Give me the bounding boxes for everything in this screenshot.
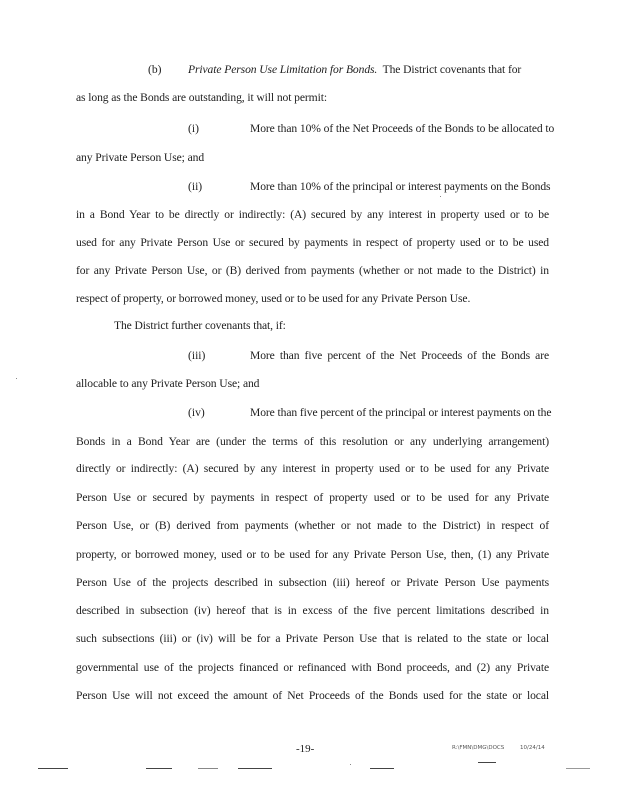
further-covenants-line: The District further covenants that, if: xyxy=(114,319,286,332)
scan-speck xyxy=(16,378,17,379)
scan-speck xyxy=(350,764,351,765)
item-iv-line-11: Person Use will not exceed the amount of Net Proceeds of the Bonds used for the state or local xyxy=(76,689,549,702)
scan-rule xyxy=(478,762,496,763)
item-iv-line-3: directly or indirectly: (A) secured by any interest in property used or to be used for any Private xyxy=(76,462,549,475)
item-iv-line-8: described in subsection (iv) hereof that is in excess of the five percent limitations described in xyxy=(76,604,549,617)
item-ii-line-1: More than 10% of the principal or interest payments on the Bonds xyxy=(250,180,551,193)
item-iv-number: (iv) xyxy=(188,406,205,419)
item-ii-line-4: for any Private Person Use, or (B) derived from payments (whether or not made to the District) in xyxy=(76,264,549,277)
item-i-line-1: More than 10% of the Net Proceeds of the Bonds to be allocated to xyxy=(250,122,555,135)
scan-speck xyxy=(440,196,441,197)
item-iv-line-9: such subsections (iii) or (iv) will be for a Private Person Use that is related to the state or local xyxy=(76,632,549,645)
paragraph-b-heading: Private Person Use Limitation for Bonds. xyxy=(188,63,378,76)
item-iii-number: (iii) xyxy=(188,349,206,362)
item-ii-line-2: in a Bond Year to be directly or indirectly: (A) secured by any interest in property used or to be xyxy=(76,208,549,221)
footer-document-id: 10/24/14 xyxy=(520,745,545,751)
item-ii-line-5: respect of property, or borrowed money, used or to be used for any Private Person Use. xyxy=(76,292,471,305)
item-iii-line-2: allocable to any Private Person Use; and xyxy=(76,377,260,390)
paragraph-b-number: (b) xyxy=(148,63,162,76)
footer-document-code: R:\FMN\DMG\DOCS xyxy=(452,745,505,751)
scan-rule xyxy=(146,768,172,769)
item-i-line-2: any Private Person Use; and xyxy=(76,151,205,164)
item-iii-line-1: More than five percent of the Net Proceeds of the Bonds are xyxy=(250,349,549,362)
scan-rule xyxy=(198,768,218,769)
scan-rule xyxy=(238,768,272,769)
item-iv-line-5: Person Use, or (B) derived from payments (whether or not made to the District) in respect of xyxy=(76,519,549,532)
scan-rule xyxy=(38,768,68,769)
item-iv-line-2: Bonds in a Bond Year are (under the terms of this resolution or any underlying arrangement) xyxy=(76,435,549,448)
item-iv-line-4: Person Use or secured by payments in respect of property used or to be used for any Private xyxy=(76,491,549,504)
item-iv-line-6: property, or borrowed money, used or to be used for any Private Person Use, then, (1) any Private xyxy=(76,548,549,561)
item-i-number: (i) xyxy=(188,122,199,135)
paragraph-b-line-1 xyxy=(188,62,549,78)
page-number: -19- xyxy=(296,743,315,755)
item-ii-number: (ii) xyxy=(188,180,203,193)
item-ii-line-3: used for any Private Person Use or secured by payments in respect of property used or to be used xyxy=(76,236,549,249)
scan-rule xyxy=(566,768,590,769)
paragraph-b-line-2: as long as the Bonds are outstanding, it will not permit: xyxy=(76,91,327,104)
item-iv-line-7: Person Use of the projects described in subsection (iii) hereof or Private Person Use payments xyxy=(76,576,549,589)
scan-rule xyxy=(370,768,394,769)
item-iv-line-1: More than five percent of the principal or interest payments on the xyxy=(250,406,552,419)
item-iv-line-10: governmental use of the projects financed or refinanced with Bond proceeds, and (2) any Private xyxy=(76,661,549,674)
paragraph-b-text: The District covenants that for xyxy=(382,63,522,76)
